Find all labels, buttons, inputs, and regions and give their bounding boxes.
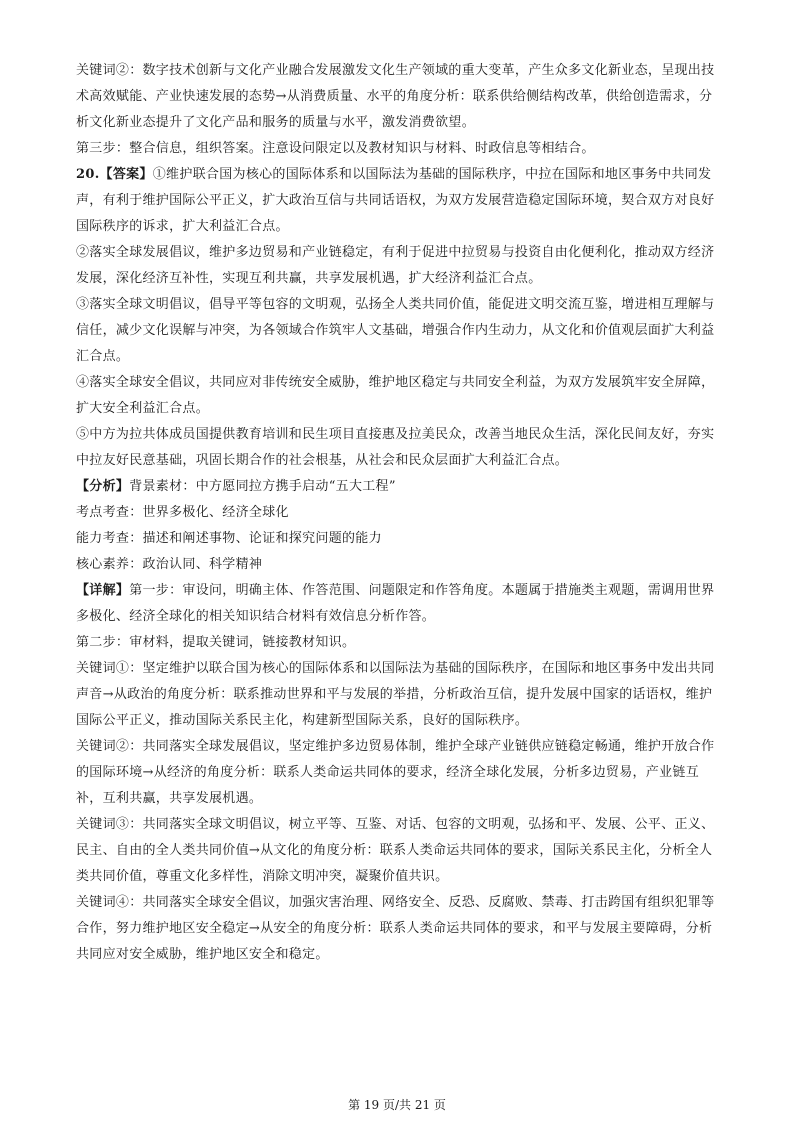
paragraph-text: 关键词③：共同落实全球文明倡议，树立平等、互鉴、对话、包容的文明观，弘扬和平、发展、公平、正义、民主、自由的全人类共同价值→从文化的角度分析：联系人类命运共同体的要求，国际关系民主化，分析全人类共同价值，尊重文化多样性，消除文明冲突，凝聚价值共识。 xyxy=(76,817,715,884)
paragraph-text: ⑤中方为拉共体成员国提供教育培训和民生项目直接惠及拉美民众，改善当地民众生活，深化民间友好，夯实中拉友好民意基础，巩固长期合作的社会根基，从社会和民众层面扩大利益汇合点。 xyxy=(76,427,715,468)
paragraph-text: 关键词②：数字技术创新与文化产业融合发展激发文化生产领域的重大变革，产生众多文化新业态，呈现出技术高效赋能、产业快速发展的态势→从消费质量、水平的角度分析：联系供给侧结构改革，供给创造需求，分析文化新业态提升了文化产品和服务的质量与水平，激发消费欲望。 xyxy=(76,63,715,130)
paragraph xyxy=(76,136,724,162)
paragraph-text: 第二步：审材料，提取关键词，链接教材知识。 xyxy=(76,635,356,650)
paragraph xyxy=(76,422,724,474)
paragraph-text: ①维护联合国为核心的国际体系和以国际法为基础的国际秩序，中拉在国际和地区事务中共同发声，有利于维护国际公平正义，扩大政治互信与共同话语权，为双方发展营造稳定国际环境，契合双方对良好国际秩序的诉求，扩大利益汇合点。 xyxy=(76,167,715,234)
paragraph xyxy=(76,578,724,630)
paragraph xyxy=(76,552,724,578)
paragraph-text: 第三步：整合信息，组织答案。注意设问限定以及教材知识与材料、时政信息等相结合。 xyxy=(76,141,595,156)
document-body xyxy=(76,58,724,968)
paragraph xyxy=(76,58,724,136)
paragraph xyxy=(76,370,724,422)
paragraph-text: 关键词④：共同落实全球安全倡议，加强灾害治理、网络安全、反恐、反腐败、禁毒、打击跨国有组织犯罪等合作，努力维护地区安全稳定→从安全的角度分析：联系人类命运共同体的要求，和平与发展主要障碍，分析共同应对安全威胁，维护地区安全和稳定。 xyxy=(76,895,715,962)
paragraph-text: 核心素养：政治认同、科学精神 xyxy=(76,557,263,572)
paragraph xyxy=(76,656,724,734)
page-number-footer: 第 19 页/共 21 页 xyxy=(348,1098,446,1112)
paragraph xyxy=(76,474,724,500)
paragraph-text: 关键词①：坚定维护以联合国为核心的国际体系和以国际法为基础的国际秩序，在国际和地区事务中发出共同声音→从政治的角度分析：联系推动世界和平与发展的举措，分析政治互信，提升发展中国家的话语权，维护国际公平正义，推动国际关系民主化，构建新型国际关系，良好的国际秩序。 xyxy=(76,661,715,728)
paragraph xyxy=(76,890,724,968)
paragraph xyxy=(76,162,724,240)
paragraph xyxy=(76,812,724,890)
paragraph xyxy=(76,500,724,526)
paragraph-text: ④落实全球安全倡议，共同应对非传统安全威胁，维护地区稳定与共同安全利益，为双方发展筑牢安全屏障，扩大安全利益汇合点。 xyxy=(76,375,715,416)
paragraph-text: ③落实全球文明倡议，倡导平等包容的文明观，弘扬全人类共同价值，能促进文明交流互鉴，增进相互理解与信任，减少文化误解与冲突，为各领域合作筑牢人文基础，增强合作内生动力，从文化和价值观层面扩大利益汇合点。 xyxy=(76,297,715,364)
paragraph xyxy=(76,240,724,292)
paragraph xyxy=(76,292,724,370)
paragraph-lead-label: 【分析】 xyxy=(76,479,130,494)
paragraph-text: 背景素材：中方愿同拉方携手启动“五大工程” xyxy=(129,479,396,494)
paragraph-text: 关键词②：共同落实全球发展倡议，坚定维护多边贸易体制，维护全球产业链供应链稳定畅通，维护开放合作的国际环境→从经济的角度分析：联系人类命运共同体的要求，经济全球化发展，分析多边贸易，产业链互补，互利共赢，共享发展机遇。 xyxy=(76,739,715,806)
paragraph xyxy=(76,734,724,812)
paragraph xyxy=(76,526,724,552)
paragraph-lead-label: 【详解】 xyxy=(76,583,130,598)
paragraph-text: 第一步：审设问，明确主体、作答范围、问题限定和作答角度。本题属于措施类主观题，需调用世界多极化、经济全球化的相关知识结合材料有效信息分析作答。 xyxy=(76,583,715,624)
paragraph-text: 考点考查：世界多极化、经济全球化 xyxy=(76,505,289,520)
paragraph-text: 能力考查：描述和阐述事物、论证和探究问题的能力 xyxy=(76,531,382,546)
paragraph-text: ②落实全球发展倡议，维护多边贸易和产业链稳定，有利于促进中拉贸易与投资自由化便利化，推动双方经济发展，深化经济互补性，实现互利共赢，共享发展机遇，扩大经济利益汇合点。 xyxy=(76,245,715,286)
paragraph xyxy=(76,630,724,656)
paragraph-lead-label: 20.【答案】 xyxy=(76,167,153,182)
